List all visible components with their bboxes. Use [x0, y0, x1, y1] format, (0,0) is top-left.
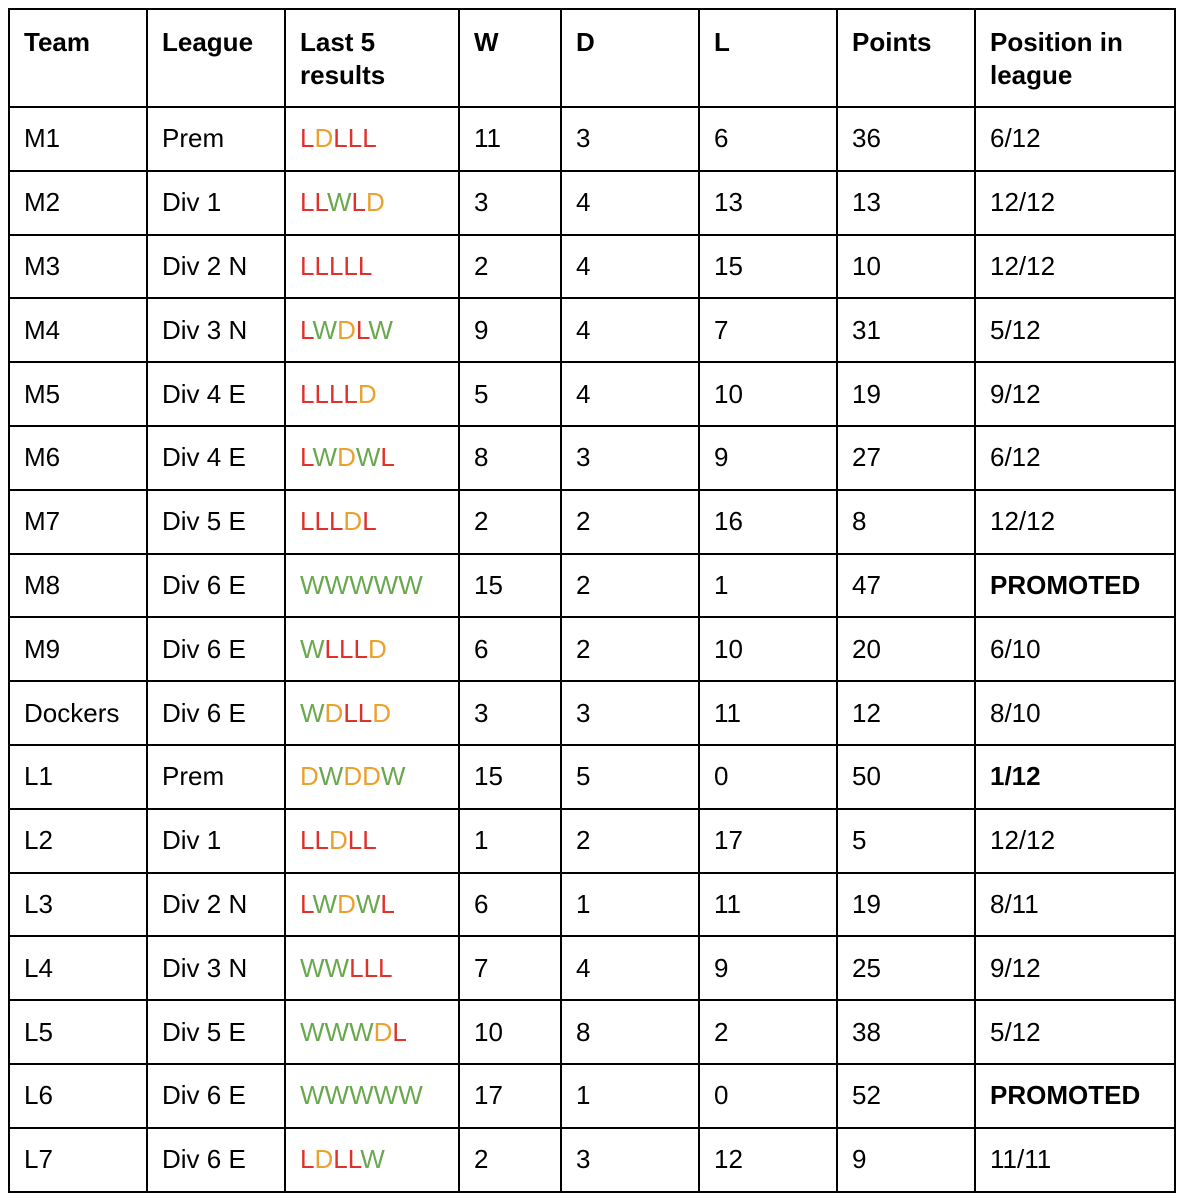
- result-letter: D: [337, 888, 356, 919]
- points-cell: 19: [837, 873, 975, 937]
- wins-cell: 1: [459, 809, 561, 873]
- table-row: [9, 936, 1175, 1000]
- result-letter: W: [324, 569, 350, 600]
- result-letter: W: [368, 314, 393, 345]
- points-cell: 20: [837, 617, 975, 681]
- league-cell: Div 6 E: [147, 554, 285, 618]
- team-cell: L4: [9, 936, 147, 1000]
- result-letter: D: [343, 761, 363, 792]
- result-letter: L: [339, 633, 354, 664]
- draws-cell: 4: [561, 936, 699, 1000]
- result-letter: L: [333, 1144, 348, 1175]
- last-5-results-cell: [285, 171, 459, 235]
- last-5-results-cell: [285, 298, 459, 362]
- losses-cell: 6: [699, 107, 837, 171]
- last-5-results-cell: [285, 1000, 459, 1064]
- header-row: [9, 9, 1175, 107]
- table-row: [9, 745, 1175, 809]
- result-letter: W: [300, 633, 325, 664]
- result-letter: W: [324, 1016, 350, 1047]
- league-cell: Div 6 E: [147, 617, 285, 681]
- position-cell: 6/12: [975, 426, 1175, 490]
- losses-cell: 2: [699, 1000, 837, 1064]
- result-letter: W: [373, 1080, 399, 1111]
- result-letter: D: [372, 697, 392, 728]
- losses-cell: 12: [699, 1128, 837, 1192]
- result-letter: L: [347, 123, 363, 154]
- last-5-results-cell: [285, 235, 459, 299]
- league-cell: Div 6 E: [147, 681, 285, 745]
- wins-cell: 10: [459, 1000, 561, 1064]
- result-letter: W: [312, 442, 338, 473]
- wins-cell: 2: [459, 1128, 561, 1192]
- draws-cell: 4: [561, 298, 699, 362]
- result-letter: D: [328, 825, 348, 856]
- result-letter: D: [343, 506, 363, 537]
- results-table: [8, 8, 1176, 1193]
- draws-cell: 2: [561, 554, 699, 618]
- position-cell: 12/12: [975, 490, 1175, 554]
- result-letter: D: [314, 123, 334, 154]
- position-cell: PROMOTED: [975, 1064, 1175, 1128]
- team-cell: L7: [9, 1128, 147, 1192]
- league-cell: Div 3 N: [147, 936, 285, 1000]
- losses-cell: 11: [699, 873, 837, 937]
- result-letter: W: [380, 761, 406, 792]
- league-cell: Div 5 E: [147, 1000, 285, 1064]
- losses-cell: 10: [699, 362, 837, 426]
- result-letter: W: [398, 1080, 423, 1111]
- result-letter: W: [398, 569, 423, 600]
- last-5-results-cell: [285, 426, 459, 490]
- team-cell: L1: [9, 745, 147, 809]
- result-letter: D: [362, 761, 381, 792]
- result-letter: L: [347, 1144, 361, 1175]
- team-cell: L6: [9, 1064, 147, 1128]
- last-5-results-cell: [285, 745, 459, 809]
- position-cell: 12/12: [975, 809, 1175, 873]
- result-letter: L: [343, 250, 358, 281]
- points-cell: 50: [837, 745, 975, 809]
- points-cell: 52: [837, 1064, 975, 1128]
- league-cell: Div 6 E: [147, 1064, 285, 1128]
- team-cell: M5: [9, 362, 147, 426]
- position-cell: 12/12: [975, 171, 1175, 235]
- position-cell: 12/12: [975, 235, 1175, 299]
- points-cell: 13: [837, 171, 975, 235]
- result-letter: W: [300, 569, 325, 600]
- result-letter: W: [327, 187, 352, 218]
- result-letter: L: [300, 442, 313, 473]
- result-letter: D: [324, 697, 344, 728]
- table-row: [9, 1000, 1175, 1064]
- draws-cell: 1: [561, 1064, 699, 1128]
- table-row: [9, 873, 1175, 937]
- team-cell: M1: [9, 107, 147, 171]
- draws-cell: 2: [561, 490, 699, 554]
- losses-cell: 9: [699, 936, 837, 1000]
- header-wins: W: [459, 9, 561, 107]
- position-cell: 6/10: [975, 617, 1175, 681]
- result-letter: L: [380, 888, 395, 919]
- position-cell: 9/12: [975, 362, 1175, 426]
- result-letter: L: [328, 250, 344, 281]
- losses-cell: 7: [699, 298, 837, 362]
- league-cell: Div 1: [147, 809, 285, 873]
- result-letter: W: [355, 888, 381, 919]
- wins-cell: 15: [459, 745, 561, 809]
- result-letter: L: [351, 187, 367, 218]
- table-row: [9, 490, 1175, 554]
- points-cell: 25: [837, 936, 975, 1000]
- table-row: [9, 362, 1175, 426]
- table-row: [9, 1128, 1175, 1192]
- last-5-results-cell: [285, 107, 459, 171]
- draws-cell: 4: [561, 171, 699, 235]
- result-letter: L: [300, 187, 315, 218]
- team-cell: M2: [9, 171, 147, 235]
- draws-cell: 8: [561, 1000, 699, 1064]
- result-letter: L: [347, 825, 363, 856]
- league-cell: Div 2 N: [147, 873, 285, 937]
- points-cell: 31: [837, 298, 975, 362]
- draws-cell: 2: [561, 617, 699, 681]
- league-cell: Prem: [147, 745, 285, 809]
- result-letter: D: [366, 187, 385, 218]
- draws-cell: 3: [561, 107, 699, 171]
- league-cell: Div 1: [147, 171, 285, 235]
- result-letter: W: [300, 1016, 325, 1047]
- result-letter: D: [337, 314, 356, 345]
- result-letter: W: [300, 1080, 325, 1111]
- wins-cell: 6: [459, 617, 561, 681]
- league-cell: Prem: [147, 107, 285, 171]
- result-letter: W: [312, 888, 338, 919]
- last-5-results-cell: [285, 809, 459, 873]
- result-letter: D: [337, 442, 356, 473]
- losses-cell: 15: [699, 235, 837, 299]
- wins-cell: 3: [459, 681, 561, 745]
- wins-cell: 2: [459, 490, 561, 554]
- result-letter: W: [318, 761, 344, 792]
- result-letter: L: [300, 506, 315, 537]
- losses-cell: 16: [699, 490, 837, 554]
- team-cell: M3: [9, 235, 147, 299]
- team-cell: L2: [9, 809, 147, 873]
- losses-cell: 13: [699, 171, 837, 235]
- result-letter: W: [300, 952, 325, 983]
- wins-cell: 6: [459, 873, 561, 937]
- result-letter: L: [357, 250, 373, 281]
- position-cell: 6/12: [975, 107, 1175, 171]
- result-letter: W: [355, 442, 381, 473]
- result-letter: W: [349, 569, 374, 600]
- position-cell: 8/10: [975, 681, 1175, 745]
- last-5-results-cell: [285, 1064, 459, 1128]
- position-cell: 9/12: [975, 936, 1175, 1000]
- result-letter: L: [378, 952, 393, 983]
- result-letter: W: [349, 1080, 374, 1111]
- result-letter: W: [360, 1144, 385, 1175]
- wins-cell: 17: [459, 1064, 561, 1128]
- last-5-results-cell: [285, 617, 459, 681]
- result-letter: W: [349, 1016, 374, 1047]
- league-cell: Div 5 E: [147, 490, 285, 554]
- team-cell: M7: [9, 490, 147, 554]
- wins-cell: 11: [459, 107, 561, 171]
- position-cell: 11/11: [975, 1128, 1175, 1192]
- losses-cell: 10: [699, 617, 837, 681]
- table-row: [9, 617, 1175, 681]
- draws-cell: 3: [561, 1128, 699, 1192]
- wins-cell: 15: [459, 554, 561, 618]
- points-cell: 5: [837, 809, 975, 873]
- league-cell: Div 2 N: [147, 235, 285, 299]
- table-row: [9, 235, 1175, 299]
- wins-cell: 9: [459, 298, 561, 362]
- losses-cell: 11: [699, 681, 837, 745]
- league-cell: Div 4 E: [147, 362, 285, 426]
- table-row: [9, 298, 1175, 362]
- wins-cell: 7: [459, 936, 561, 1000]
- result-letter: L: [362, 506, 377, 537]
- losses-cell: 1: [699, 554, 837, 618]
- last-5-results-cell: [285, 362, 459, 426]
- team-cell: L5: [9, 1000, 147, 1064]
- result-letter: L: [392, 1016, 407, 1047]
- result-letter: L: [380, 442, 395, 473]
- last-5-results-cell: [285, 1128, 459, 1192]
- result-letter: L: [343, 378, 358, 409]
- team-cell: M9: [9, 617, 147, 681]
- points-cell: 47: [837, 554, 975, 618]
- result-letter: D: [300, 761, 319, 792]
- result-letter: L: [300, 1144, 315, 1175]
- result-letter: W: [300, 697, 325, 728]
- position-cell: PROMOTED: [975, 554, 1175, 618]
- result-letter: L: [353, 633, 368, 664]
- table-row: [9, 171, 1175, 235]
- team-cell: Dockers: [9, 681, 147, 745]
- result-letter: L: [314, 187, 327, 218]
- wins-cell: 3: [459, 171, 561, 235]
- result-letter: W: [324, 952, 350, 983]
- league-cell: Div 6 E: [147, 1128, 285, 1192]
- league-cell: Div 4 E: [147, 426, 285, 490]
- header-team: Team: [9, 9, 147, 107]
- losses-cell: 0: [699, 1064, 837, 1128]
- points-cell: 38: [837, 1000, 975, 1064]
- result-letter: L: [300, 250, 315, 281]
- position-cell: 5/12: [975, 298, 1175, 362]
- team-cell: L3: [9, 873, 147, 937]
- result-letter: L: [343, 697, 358, 728]
- table-row: [9, 809, 1175, 873]
- points-cell: 36: [837, 107, 975, 171]
- result-letter: W: [373, 569, 399, 600]
- result-letter: L: [300, 314, 313, 345]
- result-letter: D: [357, 378, 377, 409]
- result-letter: D: [314, 1144, 334, 1175]
- team-cell: M6: [9, 426, 147, 490]
- result-letter: L: [333, 123, 348, 154]
- result-letter: L: [362, 825, 377, 856]
- draws-cell: 5: [561, 745, 699, 809]
- draws-cell: 1: [561, 873, 699, 937]
- points-cell: 12: [837, 681, 975, 745]
- points-cell: 10: [837, 235, 975, 299]
- header-losses: L: [699, 9, 837, 107]
- wins-cell: 8: [459, 426, 561, 490]
- last-5-results-cell: [285, 554, 459, 618]
- table-row: [9, 554, 1175, 618]
- league-cell: Div 3 N: [147, 298, 285, 362]
- points-cell: 27: [837, 426, 975, 490]
- result-letter: L: [314, 825, 329, 856]
- result-letter: L: [300, 123, 315, 154]
- losses-cell: 0: [699, 745, 837, 809]
- draws-cell: 3: [561, 681, 699, 745]
- result-letter: L: [314, 378, 329, 409]
- last-5-results-cell: [285, 681, 459, 745]
- result-letter: L: [355, 314, 369, 345]
- result-letter: L: [328, 378, 344, 409]
- result-letter: L: [300, 378, 315, 409]
- position-cell: 5/12: [975, 1000, 1175, 1064]
- wins-cell: 5: [459, 362, 561, 426]
- result-letter: W: [312, 314, 338, 345]
- header-last-5-results: Last 5 results: [285, 9, 459, 107]
- result-letter: D: [367, 633, 387, 664]
- table-body: [9, 107, 1175, 1192]
- team-cell: M8: [9, 554, 147, 618]
- table-row: [9, 426, 1175, 490]
- header-league: League: [147, 9, 285, 107]
- last-5-results-cell: [285, 936, 459, 1000]
- result-letter: L: [362, 123, 377, 154]
- result-letter: L: [314, 250, 329, 281]
- table-row: [9, 107, 1175, 171]
- losses-cell: 9: [699, 426, 837, 490]
- draws-cell: 3: [561, 426, 699, 490]
- result-letter: L: [328, 506, 344, 537]
- team-cell: M4: [9, 298, 147, 362]
- position-cell: 8/11: [975, 873, 1175, 937]
- header-position: Position in league: [975, 9, 1175, 107]
- header-draws: D: [561, 9, 699, 107]
- result-letter: D: [373, 1016, 393, 1047]
- result-letter: L: [357, 697, 373, 728]
- draws-cell: 4: [561, 362, 699, 426]
- header-points: Points: [837, 9, 975, 107]
- table-row: [9, 1064, 1175, 1128]
- result-letter: L: [363, 952, 379, 983]
- points-cell: 19: [837, 362, 975, 426]
- wins-cell: 2: [459, 235, 561, 299]
- result-letter: L: [314, 506, 329, 537]
- position-cell: 1/12: [975, 745, 1175, 809]
- points-cell: 8: [837, 490, 975, 554]
- losses-cell: 17: [699, 809, 837, 873]
- table-row: [9, 681, 1175, 745]
- draws-cell: 2: [561, 809, 699, 873]
- result-letter: W: [324, 1080, 350, 1111]
- last-5-results-cell: [285, 873, 459, 937]
- result-letter: L: [300, 825, 315, 856]
- result-letter: L: [349, 952, 364, 983]
- result-letter: L: [324, 633, 340, 664]
- last-5-results-cell: [285, 490, 459, 554]
- draws-cell: 4: [561, 235, 699, 299]
- result-letter: L: [300, 888, 313, 919]
- points-cell: 9: [837, 1128, 975, 1192]
